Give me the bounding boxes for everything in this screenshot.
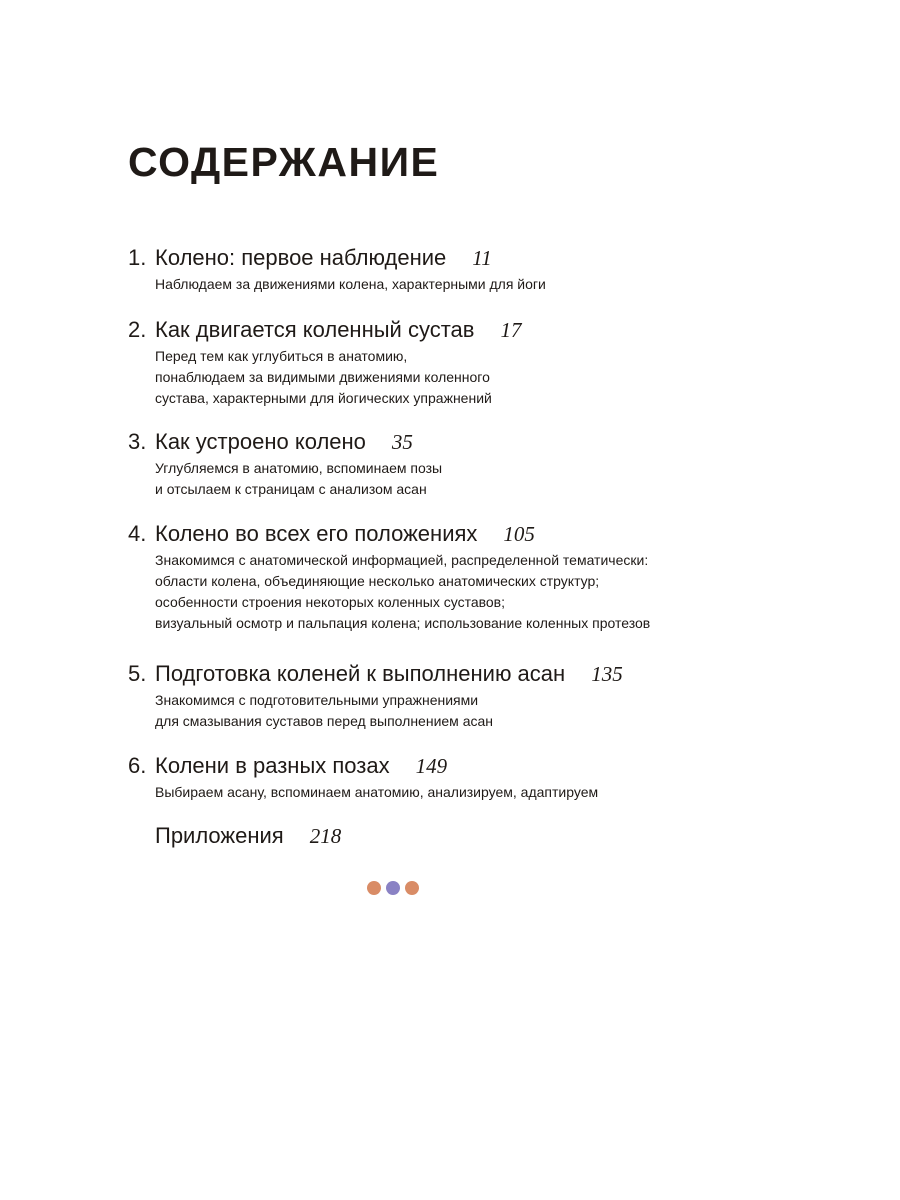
toc-entry[interactable] <box>128 426 848 500</box>
description-line: Знакомимся с подготовительными упражнениями <box>155 692 479 708</box>
entry-number: 5. <box>128 661 147 686</box>
entry-description <box>155 274 848 295</box>
description-line: для смазывания суставов перед выполнением асан <box>155 713 494 729</box>
entry-title[interactable]: Колено: первое наблюдение <box>155 245 447 270</box>
decorative-dots <box>367 881 419 895</box>
toc-entry[interactable] <box>128 314 848 409</box>
entry-page-number[interactable]: 35 <box>391 430 413 454</box>
entry-number: 2. <box>128 317 147 342</box>
entry-description <box>155 782 848 803</box>
entry-title[interactable]: Колени в разных позах <box>155 753 390 778</box>
entry-page-number[interactable]: 218 <box>309 824 342 848</box>
description-line: понаблюдаем за видимыми движениями коленного <box>155 369 490 385</box>
entry-page-number[interactable]: 149 <box>415 754 448 778</box>
description-line: Наблюдаем за движениями колена, характерными для йоги <box>155 276 546 292</box>
description-line: Углубляемся в анатомию, вспоминаем позы <box>155 460 443 476</box>
description-line: Выбираем асану, вспоминаем анатомию, анализируем, адаптируем <box>155 784 599 800</box>
entry-number: 3. <box>128 429 147 454</box>
entry-page-number[interactable]: 105 <box>503 522 535 546</box>
description-line: и отсылаем к страницам с анализом асан <box>155 481 427 497</box>
entry-description <box>155 458 848 500</box>
entry-number: 4. <box>128 521 147 546</box>
toc-entry[interactable] <box>128 518 848 634</box>
entry-title[interactable]: Приложения <box>155 823 284 848</box>
toc-entry[interactable] <box>128 658 848 732</box>
entry-description <box>155 346 848 409</box>
description-line: области колена, объединяющие несколько анатомических структур; <box>155 573 600 589</box>
dot-icon <box>386 881 400 895</box>
entry-description <box>155 550 848 634</box>
entry-page-number[interactable]: 135 <box>591 662 623 686</box>
description-line: особенности строения некоторых коленных суставов; <box>155 594 506 610</box>
entry-page-number[interactable]: 17 <box>500 318 522 342</box>
description-line: Перед тем как углубиться в анатомию, <box>155 348 408 364</box>
description-line: Знакомимся с анатомической информацией, распределенной тематически: <box>155 552 649 568</box>
entry-description <box>155 690 848 732</box>
entry-title[interactable]: Как устроено колено <box>155 429 366 454</box>
entry-number: 1. <box>128 245 147 270</box>
entry-title[interactable]: Колено во всех его положениях <box>155 521 478 546</box>
entry-page-number[interactable]: 11 <box>472 246 492 270</box>
toc-entry[interactable] <box>128 242 848 295</box>
toc-entry[interactable] <box>128 750 848 803</box>
description-line: визуальный осмотр и пальпация колена; использование коленных протезов <box>155 615 651 631</box>
toc-entry-appendix[interactable] <box>128 820 848 852</box>
entry-title[interactable]: Как двигается коленный сустав <box>155 317 475 342</box>
description-line: сустава, характерными для йогических упражнений <box>155 390 492 406</box>
dot-icon <box>367 881 381 895</box>
entry-title[interactable]: Подготовка коленей к выполнению асан <box>155 661 566 686</box>
page-title: СОДЕРЖАНИЕ <box>128 139 440 185</box>
entry-number: 6. <box>128 753 147 778</box>
dot-icon <box>405 881 419 895</box>
